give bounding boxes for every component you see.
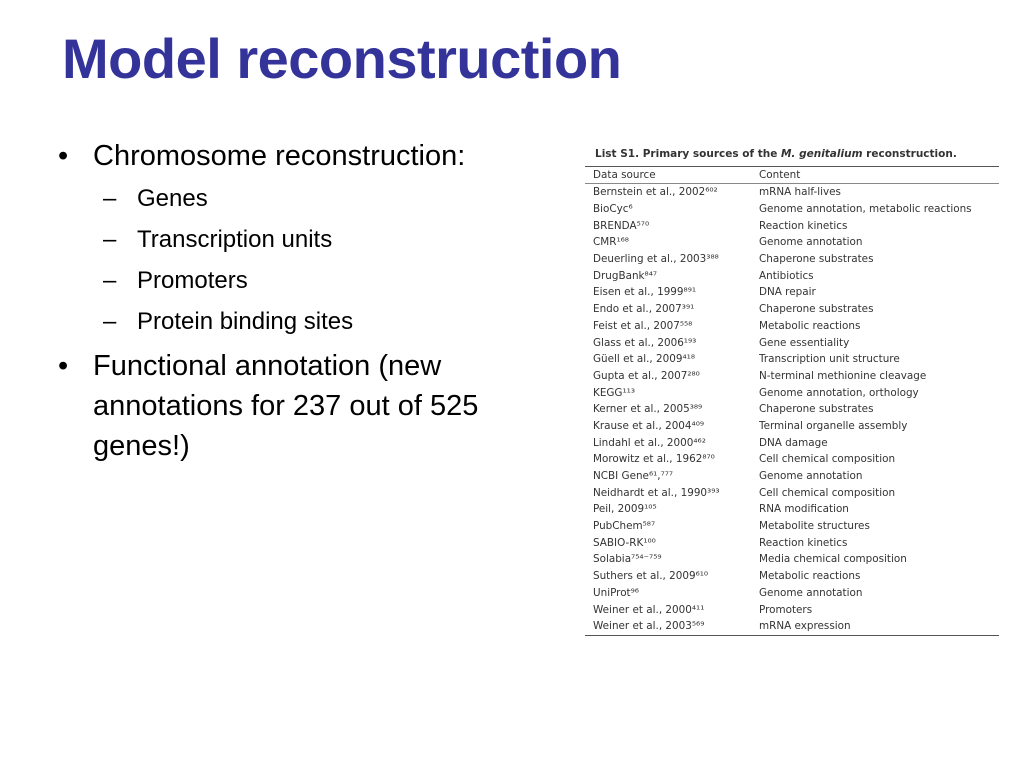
table-row (585, 518, 999, 535)
content-cell: Transcription unit structure (759, 353, 900, 366)
data-source-cell: Eisen et al., 1999⁸⁹¹ (593, 286, 697, 299)
table-row (585, 468, 999, 485)
data-source-cell: PubChem⁵⁸⁷ (593, 520, 656, 533)
data-source-cell: SABIO-RK¹⁰⁰ (593, 536, 656, 549)
table-row (585, 351, 999, 368)
table-row (585, 484, 999, 501)
content-cell: Cell chemical composition (759, 486, 896, 499)
sub-bullet-list (93, 178, 558, 342)
bullet-functional-annotation (58, 346, 558, 466)
content-cell: N-terminal methionine cleavage (759, 369, 927, 382)
table-row (585, 618, 999, 635)
content-cell: Chaperone substrates (759, 303, 874, 316)
slide-title: Model reconstruction (62, 27, 622, 90)
data-source-cell: Solabia⁷⁵⁴⁻⁷⁵⁹ (593, 553, 662, 566)
content-cell: Chaperone substrates (759, 403, 874, 416)
content-cell: Reaction kinetics (759, 219, 848, 232)
content-cell: Terminal organelle assembly (759, 419, 908, 432)
data-source-cell: DrugBank⁸⁴⁷ (593, 269, 658, 282)
content-cell: Cell chemical composition (759, 453, 896, 466)
header-data-source: Data source (585, 167, 751, 184)
data-source-cell: Gupta et al., 2007²⁸⁰ (593, 369, 700, 382)
sub-bullet-genes: – Genes (93, 178, 558, 219)
content-cell: RNA modification (759, 503, 849, 516)
data-source-cell: Kerner et al., 2005³⁸⁹ (593, 403, 703, 416)
content-cell: mRNA expression (751, 618, 999, 635)
table-row (585, 434, 999, 451)
figure-caption (595, 148, 999, 160)
data-source-cell: Bernstein et al., 2002⁶⁰² (593, 186, 718, 199)
sub-bullet-protein-binding-sites: – Protein binding sites (93, 301, 558, 342)
data-source-cell: KEGG¹¹³ (593, 386, 635, 399)
data-source-cell: BioCyc⁶ (593, 203, 633, 216)
data-source-cell: Lindahl et al., 2000⁴⁶² (593, 436, 706, 449)
data-source-cell: Güell et al., 2009⁴¹⁸ (593, 353, 695, 366)
content-cell: Genome annotation (759, 586, 863, 599)
table-row (585, 251, 999, 268)
caption-suffix: reconstruction. (862, 148, 957, 160)
content-cell: DNA repair (759, 286, 816, 299)
table-row (585, 284, 999, 301)
bullet-chromosome-reconstruction (58, 136, 558, 342)
table-row (585, 234, 999, 251)
primary-sources-table (585, 166, 999, 636)
content-cell: Media chemical composition (759, 553, 907, 566)
data-source-cell: Weiner et al., 2003⁵⁶⁹ (585, 618, 751, 635)
bullet-list (58, 136, 558, 466)
table-row (585, 534, 999, 551)
data-source-cell: Morowitz et al., 1962⁸⁷⁰ (593, 453, 715, 466)
content-cell: Genome annotation, metabolic reactions (759, 203, 972, 216)
table-row (585, 551, 999, 568)
sub-bullet-transcription-units: – Transcription units (93, 219, 558, 260)
content-cell: Reaction kinetics (759, 536, 848, 549)
content-cell: Antibiotics (759, 269, 814, 282)
bullet-text: Functional annotation (new annotations for 237 out of 525 genes!) (93, 350, 479, 462)
table-row (585, 267, 999, 284)
content-cell: Gene essentiality (759, 336, 850, 349)
primary-sources-figure (585, 148, 999, 636)
header-content: Content (751, 167, 999, 184)
data-source-cell: Peil, 2009¹⁰⁵ (593, 503, 657, 516)
data-source-cell: BRENDA⁵⁷⁰ (593, 219, 650, 232)
table-row (585, 368, 999, 385)
table-row (585, 401, 999, 418)
table-row (585, 585, 999, 602)
table-row (585, 601, 999, 618)
table-row (585, 217, 999, 234)
table-row (585, 334, 999, 351)
content-cell: Genome annotation (759, 470, 863, 483)
data-source-cell: Neidhardt et al., 1990³⁹³ (593, 486, 720, 499)
data-source-cell: Suthers et al., 2009⁶¹⁰ (593, 570, 709, 583)
table-row (585, 201, 999, 218)
content-cell: Genome annotation, orthology (759, 386, 919, 399)
table-row (585, 184, 999, 201)
sub-bullet-promoters: – Promoters (93, 260, 558, 301)
data-source-cell: UniProt⁹⁶ (593, 586, 639, 599)
data-source-cell: Endo et al., 2007³⁹¹ (593, 303, 695, 316)
data-source-cell: Deuerling et al., 2003³⁸⁸ (593, 253, 719, 266)
content-cell: Chaperone substrates (759, 253, 874, 266)
table-row (585, 384, 999, 401)
caption-prefix: List S1. Primary sources of the (595, 148, 781, 160)
content-cell: DNA damage (759, 436, 828, 449)
content-cell: Metabolite structures (759, 520, 870, 533)
bullet-text: Chromosome reconstruction: (93, 140, 466, 172)
data-source-cell: Feist et al., 2007⁵⁵⁸ (593, 319, 693, 332)
data-source-cell: CMR¹⁶⁸ (593, 236, 629, 249)
content-cell: mRNA half-lives (759, 186, 841, 199)
caption-organism: M. genitalium (780, 148, 863, 160)
table-row (585, 501, 999, 518)
table-row (585, 301, 999, 318)
data-source-cell: Weiner et al., 2000⁴¹¹ (593, 603, 705, 616)
data-source-cell: Glass et al., 2006¹⁹³ (593, 336, 697, 349)
table-row (585, 418, 999, 435)
table-row (585, 451, 999, 468)
content-cell: Metabolic reactions (759, 319, 861, 332)
content-cell: Genome annotation (759, 236, 863, 249)
content-cell: Promoters (759, 603, 813, 616)
table-row (585, 568, 999, 585)
data-source-cell: NCBI Gene⁶¹,⁷⁷⁷ (593, 470, 674, 483)
data-source-cell: Krause et al., 2004⁴⁰⁹ (593, 419, 705, 432)
table-body (585, 184, 999, 636)
table-header-row (585, 167, 999, 184)
content-cell: Metabolic reactions (759, 570, 861, 583)
table-row (585, 318, 999, 335)
